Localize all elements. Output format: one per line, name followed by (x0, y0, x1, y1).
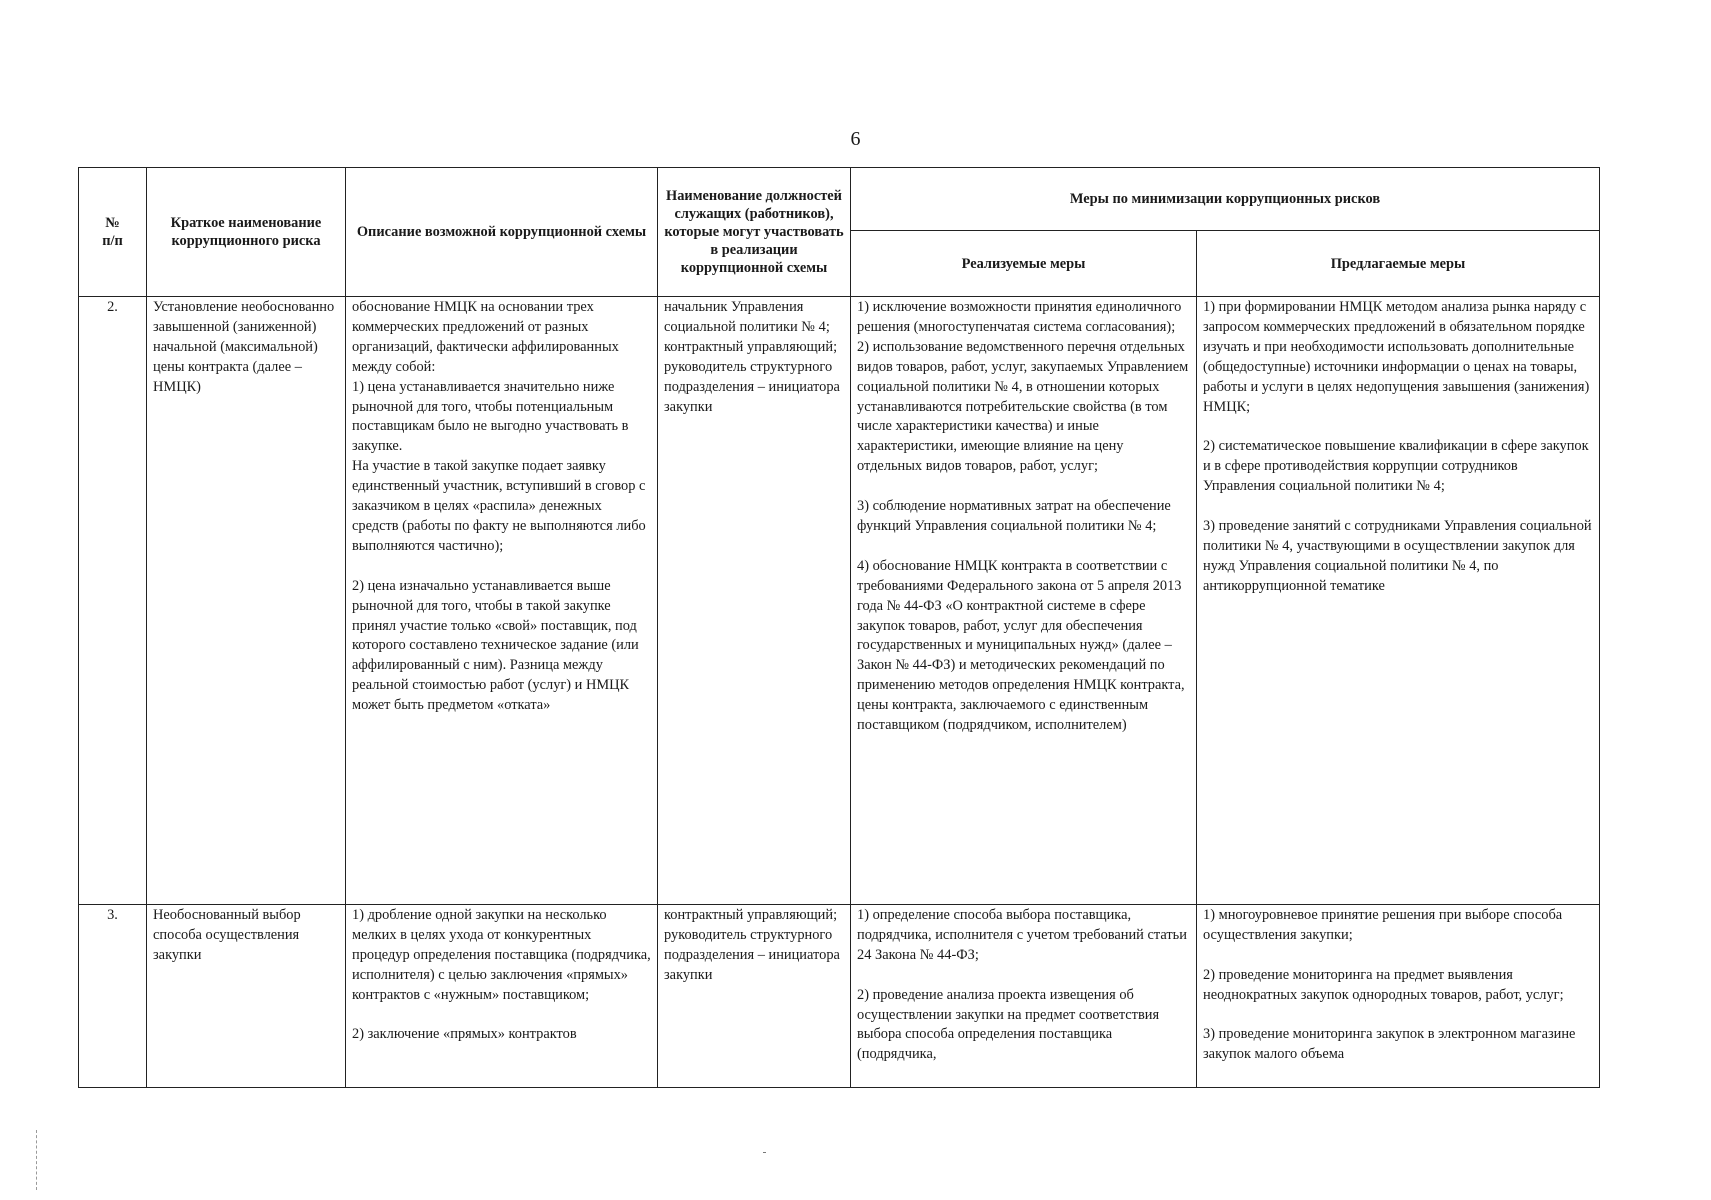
table-row (79, 905, 1600, 1088)
page-number: 6 (850, 128, 861, 150)
header-row-top (79, 168, 1600, 231)
scan-speck (763, 1152, 766, 1153)
header-implemented-measures: Реализуемые меры (851, 231, 1197, 297)
proposed-measures: 1) при формировании НМЦК методом анализа рынка наряду с запросом коммерческих предложений в обязательном порядке изучать и при необходимости использовать дополнительные (общедоступные) источники информации о ценах на товары, работы и услуги в целях недопущения завышения (занижения) НМЦК; 2) систематическое повышение квалификации в сфере закупок и в сфере противодействия коррупции сотрудников Управления социальной политики № 4; 3) проведение занятий с сотрудниками Управления социальной политики № 4, участвующими в осуществлении закупок для нужд Управления социальной политики № 4, по антикоррупционной тематике (1197, 297, 1600, 905)
corruption-risk-table (78, 167, 1600, 1088)
implemented-measures: 1) определение способа выбора поставщика, подрядчика, исполнителя с учетом требований статьи 24 Закона № 44-ФЗ; 2) проведение анализа проекта извещения об осуществлении закупки на предмет соответствия выбора способа определения поставщика (подрядчика, (857, 907, 1187, 1063)
header-measures: Меры по минимизации коррупционных рисков (851, 168, 1600, 231)
header-num: № п/п (79, 168, 147, 297)
positions: начальник Управления социальной политики № 4; контрактный управляющий; руководитель структурного подразделения – инициатора закупки (658, 297, 851, 905)
header-proposed-measures: Предлагаемые меры (1197, 231, 1600, 297)
scheme-description: 1) дробление одной закупки на несколько мелких в целях ухода от конкурентных процедур определения поставщика (подрядчика, исполнителя) с целью заключения «прямых» контрактов с «нужным» поставщиком; 2) заключение «прямых» контрактов (352, 907, 651, 1043)
risk-name: Необоснованный выбор способа осуществления закупки (153, 907, 301, 963)
table-row (79, 297, 1600, 905)
implemented-measures: 1) исключение возможности принятия единоличного решения (многоступенчатая система согласования); 2) использование ведомственного перечня отдельных видов товаров, работ, услуг, закупаемых Управлением социальной политики № 4, в отношении которых устанавливаются потребительские свойства (в том числе характеристики качества) и иные характеристики, имеющие влияние на цену отдельных видов товаров, работ, услуг; 3) соблюдение нормативных затрат на обеспечение функций Управления социальной политики № 4; 4) обоснование НМЦК контракта в соответствии с требованиями Федерального закона от 5 апреля 2013 года № 44-ФЗ «О контрактной системе в сфере закупок товаров, работ, услуг для обеспечения государственных и муниципальных нужд» (далее – Закон № 44-ФЗ) и методических рекомендаций по применению методов определения НМЦК контракта, цены контракта, заключаемого с единственным поставщиком (подрядчиком, исполнителем) (851, 297, 1197, 905)
positions: контрактный управляющий; руководитель структурного подразделения – инициатора закупки (664, 907, 840, 983)
header-risk-name: Краткое наименование коррупционного риска (147, 168, 346, 297)
header-scheme-description: Описание возможной коррупционной схемы (346, 168, 658, 297)
row-num: 2. (79, 297, 147, 905)
row-num: 3. (79, 905, 147, 1088)
header-positions: Наименование должностей служащих (работников), которые могут участвовать в реализации коррупционной схемы (658, 168, 851, 297)
scheme-description: обоснование НМЦК на основании трех коммерческих предложений от разных организаций, фактически аффилированных между собой: 1) цена устанавливается значительно ниже рыночной для того, чтобы потенциальным поставщикам было не выгодно участвовать в закупке. На участие в такой закупке подает заявку единственный участник, вступивший в сговор с заказчиком в целях «распила» денежных средств (работы по факту не выполняются либо выполняются частично); 2) цена изначально устанавливается выше рыночной для того, чтобы в такой закупке принял участие только «свой» поставщик, под которого составлено техническое задание (или аффилированный с ним). Разница между реальной стоимостью работ (услуг) и НМЦК может быть предметом «отката» (346, 297, 658, 905)
scan-margin-mark (36, 1130, 38, 1190)
proposed-measures: 1) многоуровневое принятие решения при выборе способа осуществления закупки; 2) проведение мониторинга на предмет выявления неоднократных закупок однородных товаров, работ, услуг; 3) проведение мониторинга закупок в электронном магазине закупок малого объема (1203, 907, 1576, 1063)
risk-name: Установление необоснованно завышенной (заниженной) начальной (максимальной) цены контракта (далее – НМЦК) (147, 297, 346, 905)
